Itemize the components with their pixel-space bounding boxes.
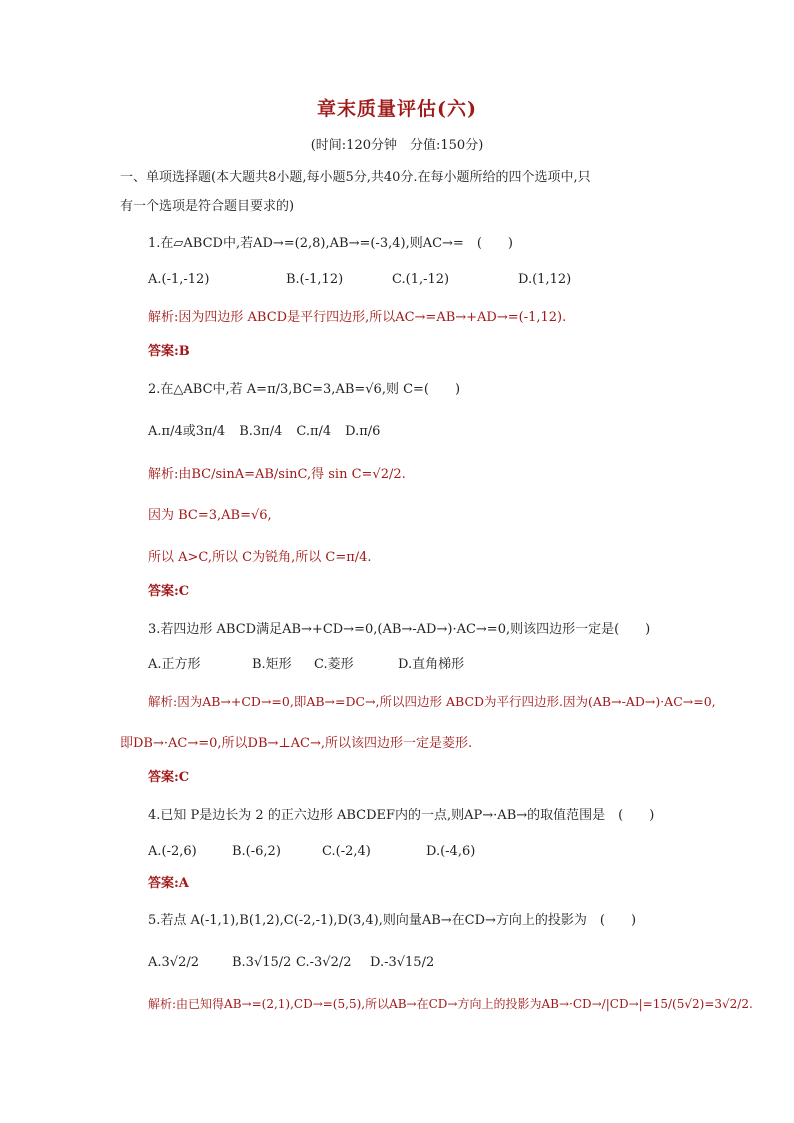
question-3-options xyxy=(148,655,464,675)
section-heading-cont: 有一个选项是符合题目要求的) xyxy=(120,199,295,214)
option-a: A.π/4或3π/4 xyxy=(148,424,226,439)
option-c: C.菱形 xyxy=(314,657,354,672)
solution-5: 解析:由已知得AB→=(2,1),CD→=(5,5),所以AB→在CD→方向上的投影为AB→·CD→/|CD→|=15/(5√2)=3√2/2. xyxy=(148,997,753,1011)
question-3: 3.若四边形 ABCD满足AB→+CD→=0,(AB→-AD→)·AC→=0,则该四边形一定是( ) xyxy=(148,622,651,637)
option-d: D.直角梯形 xyxy=(398,657,465,672)
option-d: D.π/6 xyxy=(345,424,381,439)
option-c: C.(-2,4) xyxy=(322,844,371,859)
solution-3-line2: 即DB→·AC→=0,所以DB→⊥AC→,所以该四边形一定是菱形. xyxy=(120,736,473,751)
solution-2-line3: 所以 A>C,所以 C为锐角,所以 C=π/4. xyxy=(148,550,372,565)
option-d: D.-3√15/2 xyxy=(370,955,435,970)
question-4-options xyxy=(148,842,475,862)
option-a: A.3√2/2 xyxy=(148,955,199,970)
solution-2-line2: 因为 BC=3,AB=√6, xyxy=(148,508,272,523)
solution-1: 解析:因为四边形 ABCD是平行四边形,所以AC→=AB→+AD→=(-1,12). xyxy=(148,310,567,325)
option-b: B.3√15/2 xyxy=(232,955,292,970)
answer-1: 答案:B xyxy=(148,344,190,359)
option-b: B.矩形 xyxy=(252,657,292,672)
option-c: C.-3√2/2 xyxy=(296,955,352,970)
page-subtitle: (时间:120分钟 分值:150分) xyxy=(310,138,484,153)
option-a: A.(-1,-12) xyxy=(148,272,210,287)
question-1-options xyxy=(148,270,571,290)
question-2: 2.在△ABC中,若 A=π/3,BC=3,AB=√6,则 C=( ) xyxy=(148,382,461,397)
option-a: A.(-2,6) xyxy=(148,844,197,859)
option-b: B.(-1,12) xyxy=(286,272,344,287)
option-a: A.正方形 xyxy=(148,657,201,672)
question-5-options xyxy=(148,953,434,973)
page-title: 章末质量评估(六) xyxy=(317,98,477,120)
question-4: 4.已知 P是边长为 2 的正六边形 ABCDEF内的一点,则AP→·AB→的取值范围是 ( ) xyxy=(148,808,655,823)
answer-2: 答案:C xyxy=(148,584,190,599)
solution-3: 解析:因为AB→+CD→=0,即AB→=DC→,所以四边形 ABCD为平行四边形.因为(AB→-AD→)·AC→=0, xyxy=(148,694,716,709)
option-b: B.3π/4 xyxy=(239,424,283,439)
option-d: D.(1,12) xyxy=(518,272,572,287)
question-1: 1.在▱ABCD中,若AD→=(2,8),AB→=(-3,4),则AC→= ( ) xyxy=(148,236,513,251)
option-c: C.(1,-12) xyxy=(392,272,450,287)
solution-2: 解析:由BC/sinA=AB/sinC,得 sin C=√2/2. xyxy=(148,467,406,482)
question-2-options xyxy=(148,422,380,442)
answer-4: 答案:A xyxy=(148,876,189,891)
section-heading: 一、单项选择题(本大题共8小题,每小题5分,共40分.在每小题所给的四个选项中,只 xyxy=(120,170,591,185)
question-5: 5.若点 A(-1,1),B(1,2),C(-2,-1),D(3,4),则向量AB→在CD→方向上的投影为 ( ) xyxy=(148,913,637,928)
option-c: C.π/4 xyxy=(296,424,332,439)
answer-3: 答案:C xyxy=(148,770,190,785)
option-d: D.(-4,6) xyxy=(426,844,476,859)
option-b: B.(-6,2) xyxy=(232,844,281,859)
